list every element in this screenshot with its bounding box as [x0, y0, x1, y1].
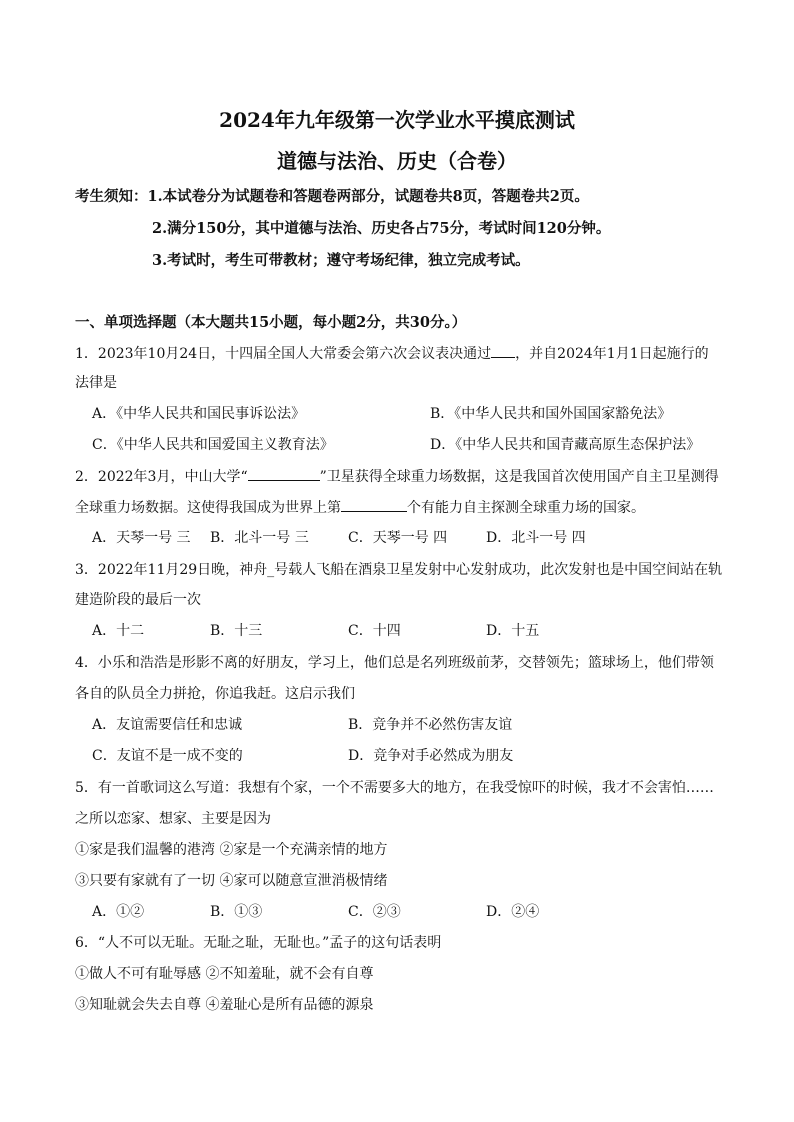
option-c: C．友谊不是一成不变的 — [92, 748, 243, 764]
notice-item: 2.满分150分，其中道德与法治、历史各占75分，考试时间120分钟。 — [152, 220, 611, 237]
answer-blank — [248, 466, 320, 481]
statement-line: ①做人不可有耻辱感 ②不知羞耻，就不会有自尊 — [75, 966, 374, 982]
option-b: B．①③ — [210, 904, 263, 920]
statement-line: ①家是我们温馨的港湾 ②家是一个充满亲情的地方 — [75, 842, 388, 858]
exam-subtitle: 道德与法治、历史（合卷） — [277, 149, 517, 173]
stem-text: 1．2023年10月24日，十四届全国人大常委会第六次会议表决通过 — [75, 346, 492, 362]
option-c: C．天琴一号 四 — [348, 530, 448, 546]
option-b: B．北斗一号 三 — [210, 530, 309, 546]
question-2-stem-cont — [75, 497, 645, 518]
question-3-stem-cont: 建造阶段的最后一次 — [75, 592, 201, 608]
notice-line-1 — [75, 185, 589, 206]
option-d: D．竞争对手必然成为朋友 — [348, 748, 514, 764]
stem-text: 2．2022年3月，中山大学“ — [75, 469, 248, 485]
option-d: D．《中华人民共和国青藏高原生态保护法》 — [430, 437, 701, 453]
option-c: C．十四 — [348, 623, 401, 639]
question-4-stem-cont: 各自的队员全力拼抢，你追我赶。这启示我们 — [75, 686, 355, 702]
option-d: D．②④ — [486, 904, 540, 920]
question-5-stem: 5．有一首歌词这么写道：我想有个家，一个不需要多大的地方，在我受惊吓的时候，我才不会害怕…… — [75, 780, 714, 796]
question-2-stem — [75, 466, 719, 487]
stem-text: ，并自2024年1月1日起施行的 — [515, 346, 709, 362]
stem-text: 个有能力自主探测全球重力场的国家。 — [407, 500, 645, 516]
stem-text: ”卫星获得全球重力场数据，这是我国首次使用国产自主卫星测得 — [319, 469, 719, 485]
option-a: A．①② — [92, 904, 145, 920]
statement-line: ③只要有家就有了一切 ④家可以随意宣泄消极情绪 — [75, 873, 388, 889]
section-title: 一、单项选择题（本大题共15小题，每小题2分，共30分。） — [75, 314, 467, 331]
option-d: D．十五 — [486, 623, 540, 639]
option-c: C．《中华人民共和国爱国主义教育法》 — [92, 437, 334, 453]
answer-blank — [491, 343, 515, 358]
option-b: B．竞争并不必然伤害友谊 — [348, 717, 513, 733]
option-c: C．②③ — [348, 904, 401, 920]
question-5-stem-cont: 之所以恋家、想家、主要是因为 — [75, 811, 271, 827]
answer-blank — [341, 497, 407, 512]
option-a: A．天琴一号 三 — [92, 530, 191, 546]
option-b: B．《中华人民共和国外国国家豁免法》 — [430, 406, 672, 422]
question-1-stem-cont: 法律是 — [75, 375, 117, 391]
option-b: B．十三 — [210, 623, 263, 639]
option-a: A．友谊需要信任和忠诚 — [92, 717, 243, 733]
notice-label: 考生须知： — [75, 188, 148, 205]
notice-item: 1.本试卷分为试题卷和答题卷两部分，试题卷共8页，答题卷共2页。 — [147, 188, 589, 205]
option-a: A．《中华人民共和国民事诉讼法》 — [92, 406, 306, 422]
stem-text: 全球重力场数据。这使得我国成为世界上第 — [75, 500, 341, 516]
notice-item: 3.考试时，考生可带教材；遵守考场纪律，独立完成考试。 — [152, 252, 530, 269]
exam-title: 2024年九年级第一次学业水平摸底测试 — [219, 108, 575, 132]
statement-line: ③知耻就会失去自尊 ④羞耻心是所有品德的源泉 — [75, 997, 374, 1013]
question-3-stem: 3．2022年11月29日晚，神舟_号载人飞船在酒泉卫星发射中心发射成功，此次发射也是中国空间站在轨 — [75, 562, 723, 578]
option-a: A．十二 — [92, 623, 145, 639]
question-1-stem — [75, 343, 709, 364]
option-d: D．北斗一号 四 — [486, 530, 586, 546]
question-4-stem: 4．小乐和浩浩是形影不离的好朋友，学习上，他们总是名列班级前茅，交替领先；篮球场上，他们带领 — [75, 655, 714, 671]
question-6-stem: 6．“人不可以无耻。无耻之耻，无耻也。”孟子的这句话表明 — [75, 935, 442, 951]
